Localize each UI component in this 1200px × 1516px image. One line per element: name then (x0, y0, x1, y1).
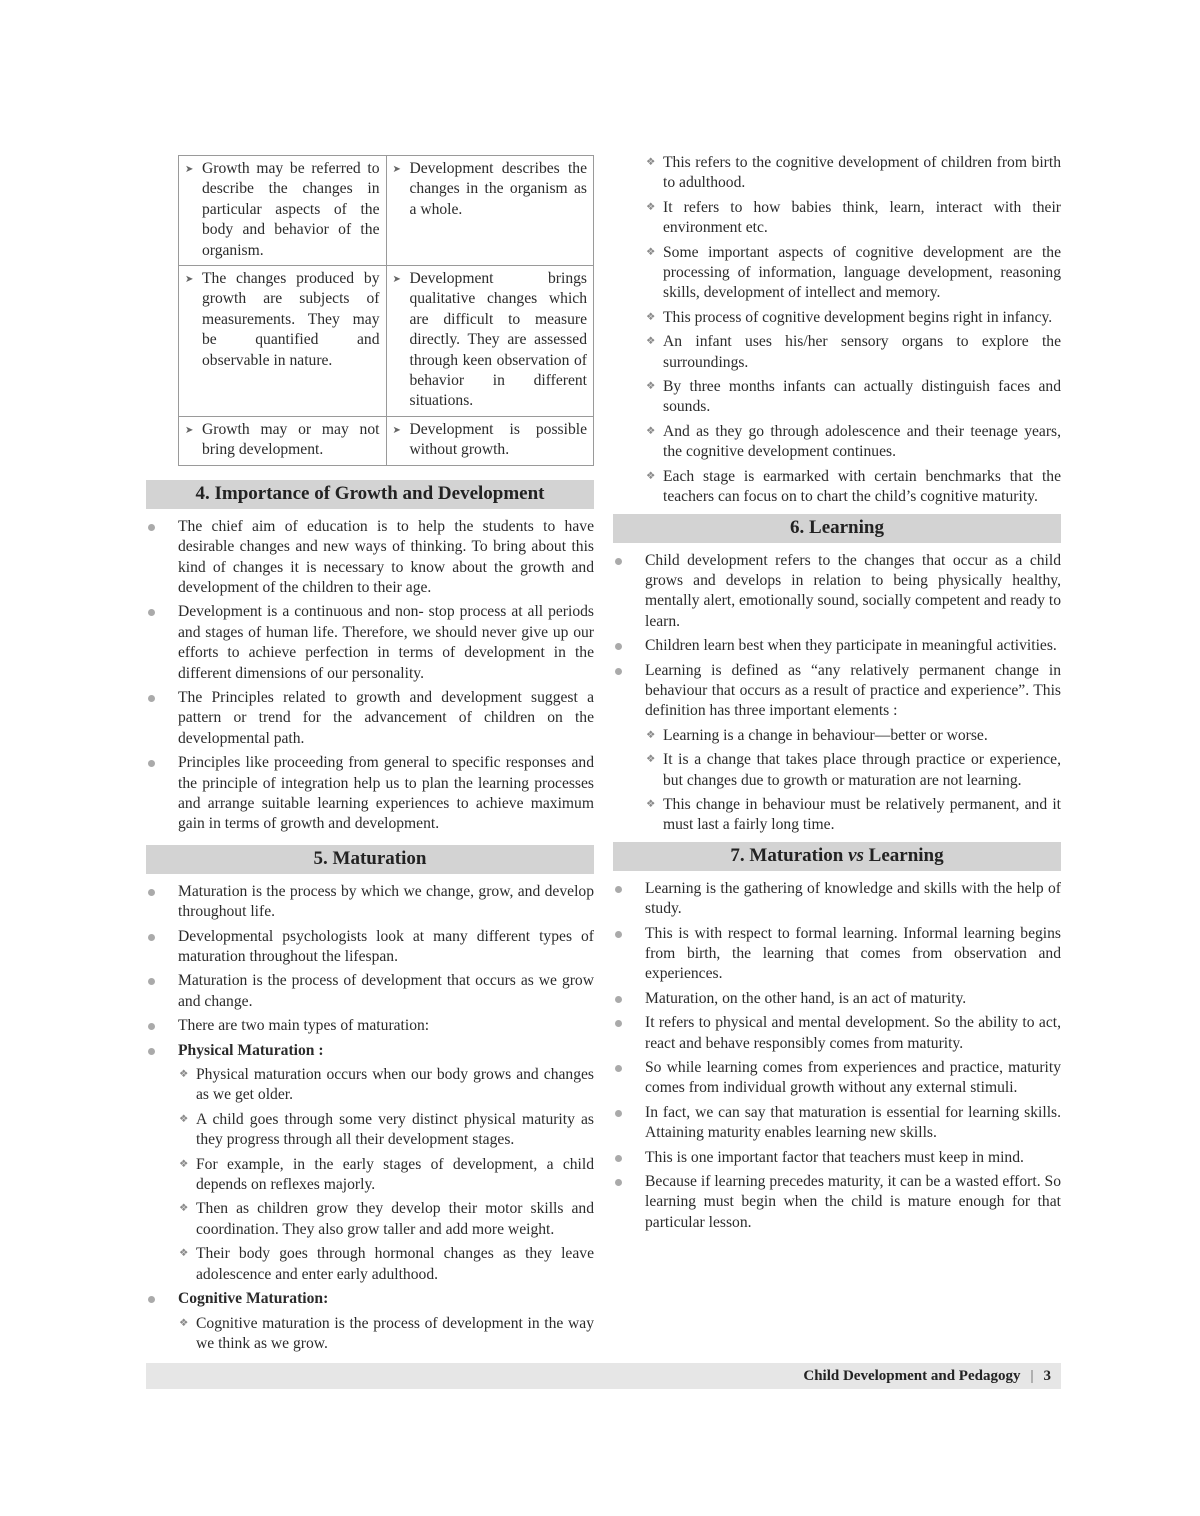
list-item: In fact, we can say that maturation is essential for learning skills. Attaining maturity enables learning new skills. (613, 1103, 1061, 1144)
bullet-icon (148, 695, 155, 702)
diamond-bullet-icon: ❖ (646, 729, 656, 741)
table-row (179, 156, 594, 266)
list-item: Learning is the gathering of knowledge and skills with the help of study. (613, 879, 1061, 920)
diamond-bullet-icon: ❖ (646, 336, 656, 348)
list-item: ❖ For example, in the early stages of development, a child depends on reflexes majorly. (179, 1155, 594, 1194)
list-item: Developmental psychologists look at many different types of maturation throughout the lifespan. (146, 927, 594, 968)
list-item: So while learning comes from experiences and practice, maturity comes from individual growth without any external stimuli. (613, 1058, 1061, 1099)
table-row (179, 416, 594, 465)
section-heading-maturation-vs-learning: 7. Maturation vs Learning (613, 842, 1061, 871)
list-item: It refers to physical and mental development. So the ability to act, react and behave responsibly comes from maturity. (613, 1013, 1061, 1054)
cognitive-continued-list (645, 153, 1061, 508)
list-item: ❖ Some important aspects of cognitive development are the processing of information, language development, reasoning skills, development of intellect and memory. (646, 243, 1061, 302)
growth-vs-development-table (178, 155, 594, 466)
list-item: ❖ By three months infants can actually distinguish faces and sounds. (646, 378, 1061, 416)
diamond-bullet-icon: ❖ (179, 1317, 189, 1329)
diamond-bullet-icon: ❖ (179, 1248, 189, 1260)
left-column (146, 155, 594, 1358)
diamond-bullet-icon: ❖ (179, 1203, 189, 1215)
list-item: Because if learning precedes maturity, it can be a wasted effort. So learning must begin when the child is mature enough for that particular lesson. (613, 1172, 1061, 1233)
table-cell: ➤ Development is possible without growth. (386, 416, 594, 465)
arrowhead-icon: ➤ (185, 164, 194, 175)
list-item-cognitive: Cognitive Maturation: ❖ Cognitive maturation is the process of development in the way we think as we grow. (146, 1289, 594, 1354)
list-item: This is one important factor that teachers must keep in mind. (613, 1148, 1061, 1168)
list-item: ❖ This refers to the cognitive development of children from birth to adulthood. (646, 154, 1061, 192)
section-heading-importance: 4. Importance of Growth and Development (146, 480, 594, 509)
bullet-icon (615, 643, 622, 650)
list-item: The chief aim of education is to help the students to have desirable changes and new ways of thinking. To bring about this kind of changes it is necessary to know about the growth and development of the children to their age. (146, 517, 594, 599)
list-item: ❖ This change in behaviour must be relatively permanent, and it must last a fairly long time. (646, 795, 1061, 834)
list-item: ❖ This process of cognitive development begins right in infancy. (645, 308, 1061, 328)
list-item: ❖ Cognitive maturation is the process of development in the way we think as we grow. (179, 1314, 594, 1352)
bullet-icon (615, 1065, 622, 1072)
list-item: Development is a continuous and non- stop process at all periods and stages of human life. Therefore, we should never give up our efforts to achieve perfection in terms of development in the different dimensions of our personality. (146, 602, 594, 684)
list-item: This is with respect to formal learning. Informal learning begins from birth, the learning that comes from observation and experiences. (613, 924, 1061, 985)
list-item: ❖ An infant uses his/her sensory organs to explore the surroundings. (646, 333, 1061, 371)
diamond-bullet-icon: ❖ (646, 754, 656, 766)
diamond-bullet-icon: ❖ (179, 1069, 189, 1081)
list-item: The Principles related to growth and development suggest a pattern or trend for the advancement of children on the developmental path. (146, 688, 594, 749)
bullet-icon (615, 886, 622, 893)
page-number: 3 (1043, 1368, 1051, 1384)
list-item: Maturation, on the other hand, is an act of maturity. (613, 989, 1061, 1009)
bullet-icon (148, 1048, 155, 1055)
book-title: Child Development and Pedagogy (803, 1368, 1021, 1384)
list-item: ❖ It is a change that takes place through practice or experience, but changes due to growth or maturation are not learning. (646, 751, 1061, 789)
bullet-icon (615, 668, 622, 675)
bullet-icon (148, 760, 155, 767)
bullet-icon (148, 609, 155, 616)
diamond-bullet-icon: ❖ (646, 157, 656, 168)
maturation-vs-learning-list (613, 879, 1061, 1234)
list-item: Child development refers to the changes that occur as a child grows and develops in relation to being physically healthy, mentally alert, emotionally sound, socially competent and ready to learn. (613, 551, 1061, 633)
bullet-icon (615, 1110, 622, 1117)
list-item: ❖ Learning is a change in behaviour—better or worse. (645, 726, 1061, 746)
learning-list (613, 551, 1061, 836)
physical-maturation-list (178, 1065, 594, 1285)
page-footer (146, 1363, 1061, 1389)
list-item-physical: Physical Maturation : ❖ Physical maturation occurs when our body grows and changes as we get older. ❖ A child goes through some very distinct physical maturity as they progress through all their development stages. ❖ For example, in the early stages of development, a child depends on reflexes majorly. ❖ Then as children grow they develop their motor skills and coordination. They also grow taller and add more weight. ❖ Their body goes through hormonal changes as they leave adolescence and enter early adulthood. (146, 1041, 594, 1285)
list-item: Maturation is the process by which we change, grow, and develop throughout life. (146, 882, 594, 923)
diamond-bullet-icon: ❖ (646, 798, 656, 810)
table-cell: ➤ Development describes the changes in the organism as a whole. (386, 156, 594, 266)
list-item: Children learn best when they participate in meaningful activities. (613, 636, 1061, 656)
arrowhead-icon: ➤ (392, 164, 401, 175)
arrowhead-icon: ➤ (392, 424, 401, 436)
list-item: There are two main types of maturation: (146, 1016, 594, 1036)
list-item: Principles like proceeding from general to specific responses and the principle of integration help us to plan the learning processes and arrange suitable learning experiences to achieve maximum gain in terms of growth and development. (146, 753, 594, 835)
bullet-icon (615, 1179, 622, 1186)
bullet-icon (615, 931, 622, 938)
bullet-icon (148, 934, 155, 941)
list-item: Learning is defined as “any relatively permanent change in behaviour that occurs as a result of practice and experience”. This definition has three important elements : ❖ Learning is a change in behaviour—better or worse. ❖ It is a change that takes place through practice or experience, but changes due to growth or maturation are not learning. ❖ This change in behaviour must be relatively permanent, and it must last a fairly long time. (613, 661, 1061, 836)
list-item: ❖ And as they go through adolescence and their teenage years, the cognitive development continues. (646, 422, 1061, 461)
section-heading-learning: 6. Learning (613, 514, 1061, 543)
table-cell: ➤ Growth may be referred to describe the changes in particular aspects of the body and behavior of the organism. (179, 156, 387, 266)
maturation-list (146, 882, 594, 1355)
list-item: ❖ It refers to how babies think, learn, interact with their environment etc. (646, 198, 1061, 237)
table-cell: ➤ The changes produced by growth are subjects of measurements. They may be quantified and observable in nature. (179, 266, 387, 417)
table-cell: ➤ Growth may or may not bring development. (179, 416, 387, 465)
diamond-bullet-icon: ❖ (646, 425, 656, 437)
bullet-icon (148, 524, 155, 531)
list-item: ❖ Then as children grow they develop their motor skills and coordination. They also grow taller and add more weight. (179, 1200, 594, 1238)
list-item: Maturation is the process of development that occurs as we grow and change. (146, 971, 594, 1012)
diamond-bullet-icon: ❖ (646, 201, 656, 213)
importance-list (146, 517, 594, 835)
diamond-bullet-icon: ❖ (646, 381, 656, 393)
cognitive-maturation-list (178, 1314, 594, 1355)
bullet-icon (615, 1155, 622, 1162)
list-item: ❖ Their body goes through hormonal changes as they leave adolescence and enter early adulthood. (179, 1245, 594, 1283)
right-column (613, 153, 1061, 1237)
list-item: ❖ A child goes through some very distinct physical maturity as they progress through all their development stages. (179, 1110, 594, 1149)
diamond-bullet-icon: ❖ (646, 311, 656, 323)
list-item: ❖ Physical maturation occurs when our body grows and changes as we get older. (179, 1066, 594, 1104)
arrowhead-icon: ➤ (392, 274, 401, 286)
bullet-icon (148, 889, 155, 896)
bullet-icon (615, 996, 622, 1003)
diamond-bullet-icon: ❖ (646, 470, 656, 482)
section-heading-maturation: 5. Maturation (146, 845, 594, 874)
table-cell: ➤ Development brings qualitative changes which are difficult to measure directly. They are assessed through keen observation of behavior in different situations. (386, 266, 594, 417)
bullet-icon (615, 1020, 622, 1027)
bullet-icon (615, 558, 622, 565)
diamond-bullet-icon: ❖ (179, 1158, 189, 1170)
list-item: ❖ Each stage is earmarked with certain benchmarks that the teachers can focus on to chart the child’s cognitive maturity. (646, 467, 1061, 506)
bullet-icon (148, 978, 155, 985)
arrowhead-icon: ➤ (185, 274, 194, 286)
diamond-bullet-icon: ❖ (646, 246, 656, 258)
arrowhead-icon: ➤ (185, 424, 194, 436)
footer-divider: | (1030, 1368, 1034, 1384)
learning-elements-list (645, 726, 1061, 836)
diamond-bullet-icon: ❖ (179, 1113, 189, 1125)
table-row (179, 266, 594, 417)
bullet-icon (148, 1296, 155, 1303)
bullet-icon (148, 1023, 155, 1030)
